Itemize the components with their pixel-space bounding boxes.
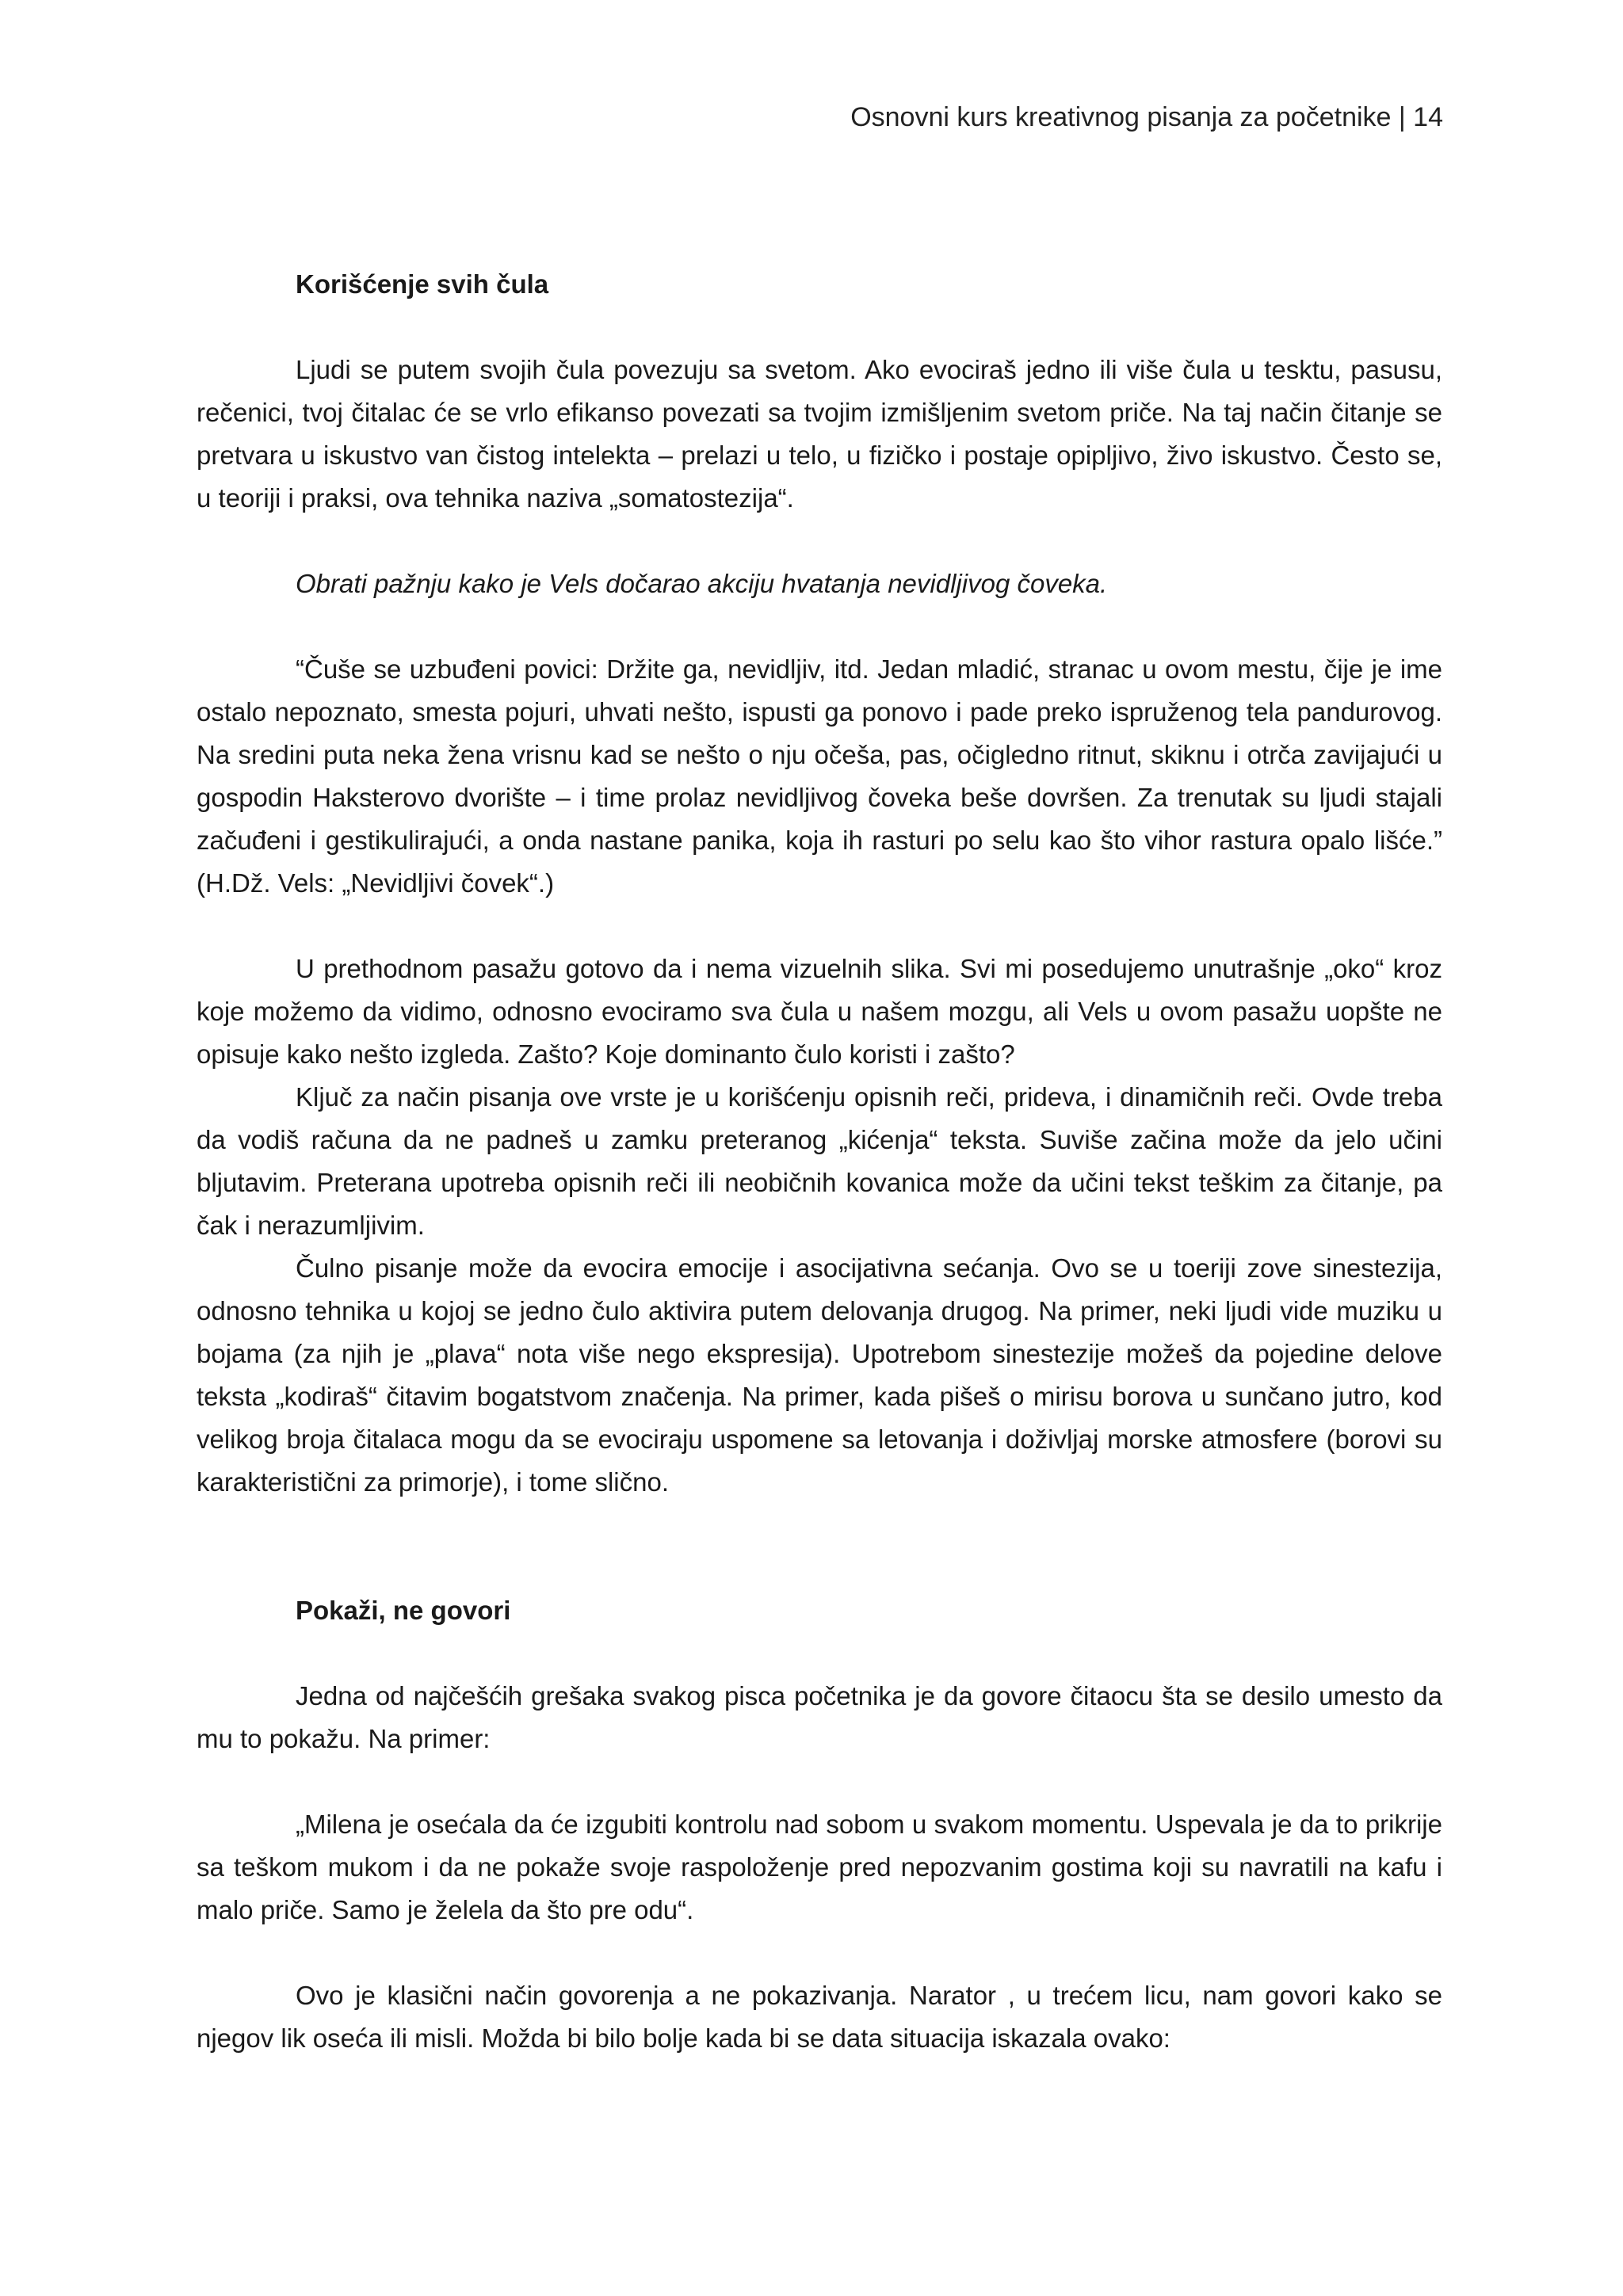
paragraph-common-mistake: Jedna od najčešćih grešaka svakog pisca početnika je da govore čitaocu šta se desilo umesto da mu to pokažu. Na primer: — [197, 1681, 1442, 1753]
section-heading-show-dont-tell: Pokaži, ne govori — [296, 1596, 511, 1625]
paragraph-senses-intro: Ljudi se putem svojih čula povezuju sa svetom. Ako evociraš jedno ili više čula u tesktu, pasusu, rečenici, tvoj čitalac će se vrlo efikanso povezati sa tvojim izmišljenim svetom priče. Na taj način čitanje se pretvara u iskustvo van čistog intelekta – prelazi u telo, u fizičko i postaje opipljivo, živo iskustvo. Često se, u teoriji i praksi, ova tehnika naziva „somatostezija“. — [197, 355, 1442, 513]
page-content — [197, 263, 1442, 2060]
paragraph-wells-note: Obrati pažnju kako je Vels dočarao akciju hvatanja nevidljivog čoveka. — [296, 569, 1108, 598]
paragraph-visual-images: U prethodnom pasažu gotovo da i nema vizuelnih slika. Svi mi posedujemo unutrašnje „oko“ kroz koje možemo da vidimo, odnosno evociramo sva čula u našem mozgu, ali Vels u ovom pasažu uopšte ne opisuje kako nešto izgleda. Zašto? Koje dominanto čulo koristi i zašto? — [197, 954, 1442, 1069]
paragraph-descriptive-words: Ključ za način pisanja ove vrste je u korišćenju opisnih reči, prideva, i dinamičnih reči. Ovde treba da vodiš računa da ne padneš u zamku preteranog „kićenja“ teksta. Suviše začina može da jelo učini bljutavim. Preterana upotreba opisnih reči ili neobičnih kovanica može da učini tekst teškim za čitanje, pa čak i nerazumljivim. — [197, 1082, 1442, 1240]
paragraph-synesthesia: Čulno pisanje može da evocira emocije i asocijativna sećanja. Ovo se u toeriji zove sinestezija, odnosno tehnika u kojoj se jedno čulo aktivira putem delovanja drugog. Na primer, neki ljudi vide muziku u bojama (za njih je „plava“ nota više nego ekspresija). Upotrebom sinestezije možeš da pojedine delove teksta „kodiraš“ čitavim bogatstvom značenja. Na primer, kada pišeš o mirisu borova u sunčano jutro, kod velikog broja čitalaca mogu da se evociraju uspomene sa letovanja i doživljaj morske atmosfere (borovi su karakteristični za primorje), i tome slično. — [197, 1253, 1442, 1497]
page-header: Osnovni kurs kreativnog pisanja za početnike | 14 — [850, 102, 1443, 132]
section-heading-senses: Korišćenje svih čula — [296, 269, 549, 299]
paragraph-narrator-telling: Ovo je klasični način govorenja a ne pokazivanja. Narator , u trećem licu, nam govori kako se njegov lik oseća ili misli. Možda bi bilo bolje kada bi se data situacija iskazala ovako: — [197, 1981, 1442, 2053]
paragraph-wells-quote: “Čuše se uzbuđeni povici: Držite ga, nevidljiv, itd. Jedan mladić, stranac u ovom mestu, čije je ime ostalo nepoznato, smesta pojuri, uhvati nešto, ispusti ga ponovo i pade preko ispruženog tela pandurovog. Na sredini puta neka žena vrisnu kad se nešto o nju očeša, pas, očigledno ritnut, skiknu i otrča zavijajući u gospodin Haksterovo dvorište – i time prolaz nevidljivog čoveka beše dovršen. Za trenutak su ljudi stajali začuđeni i gestikulirajući, a onda nastane panika, koja ih rasturi po selu kao što vihor rastura opalo lišće.” (H.Dž. Vels: „Nevidljivi čovek“.) — [197, 654, 1442, 898]
paragraph-milena-example: „Milena je osećala da će izgubiti kontrolu nad sobom u svakom momentu. Uspevala je da to prikrije sa teškom mukom i da ne pokaže svoje raspoloženje pred nepozvanim gostima koji su navratili na kafu i malo priče. Samo je želela da što pre odu“. — [197, 1810, 1442, 1924]
